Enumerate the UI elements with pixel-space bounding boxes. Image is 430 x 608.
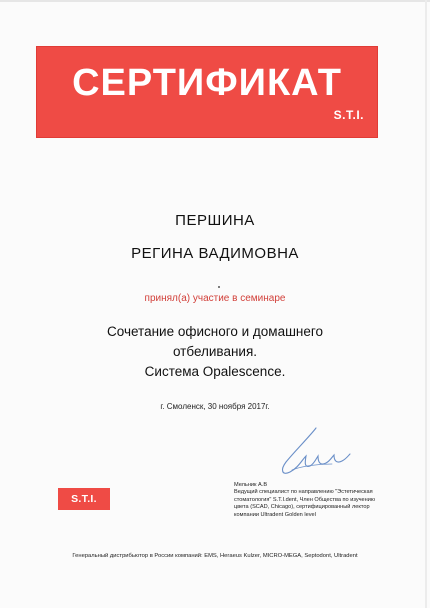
speck [218,286,220,288]
signatory-line-2: стоматология" S.T.I.dent, Член Общества по изучению [234,496,376,503]
signatory-line-3: цвета (SCAD, Chicago), сертифицированный лектор [234,504,370,511]
recipient-name: РЕГИНА ВАДИМОВНА [131,245,299,262]
recipient-surname: ПЕРШИНА [175,212,255,229]
sti-logo [58,488,110,510]
place-and-date: г. Смоленск, 30 ноября 2017г. [160,402,270,411]
certificate-title: СЕРТИФИКАТ [72,62,342,104]
scan-edge-right [425,0,427,608]
signatory-line-1: Ведущий специалист по направлению "Эстетическая [234,489,373,496]
course-title-line-2: отбеливания. [172,344,258,359]
signatory-line-4: компании Ultradent Golden level [234,511,316,518]
signatory-block [234,482,384,519]
course-title-line-1: Сочетание офисного и домашнего [107,324,323,339]
handwritten-signature [272,426,352,478]
course-title [0,322,430,382]
participation-text: принял(а) участие в семинаре [144,293,286,304]
sti-logo-text: S.T.I. [71,493,97,505]
course-title-line-3: Система Opalescence. [144,364,286,379]
scan-edge-top [0,0,430,2]
certificate-banner [36,46,378,138]
distributor-footer: Генеральный дистрибьютор в России компаний: EMS, Heraeus Kulzer, MICRO-MEGA, Septodont, Ultradent [72,553,358,559]
banner-sti-logo: S.T.I. [333,108,364,122]
signatory-name: Мельник А.В [234,482,268,488]
